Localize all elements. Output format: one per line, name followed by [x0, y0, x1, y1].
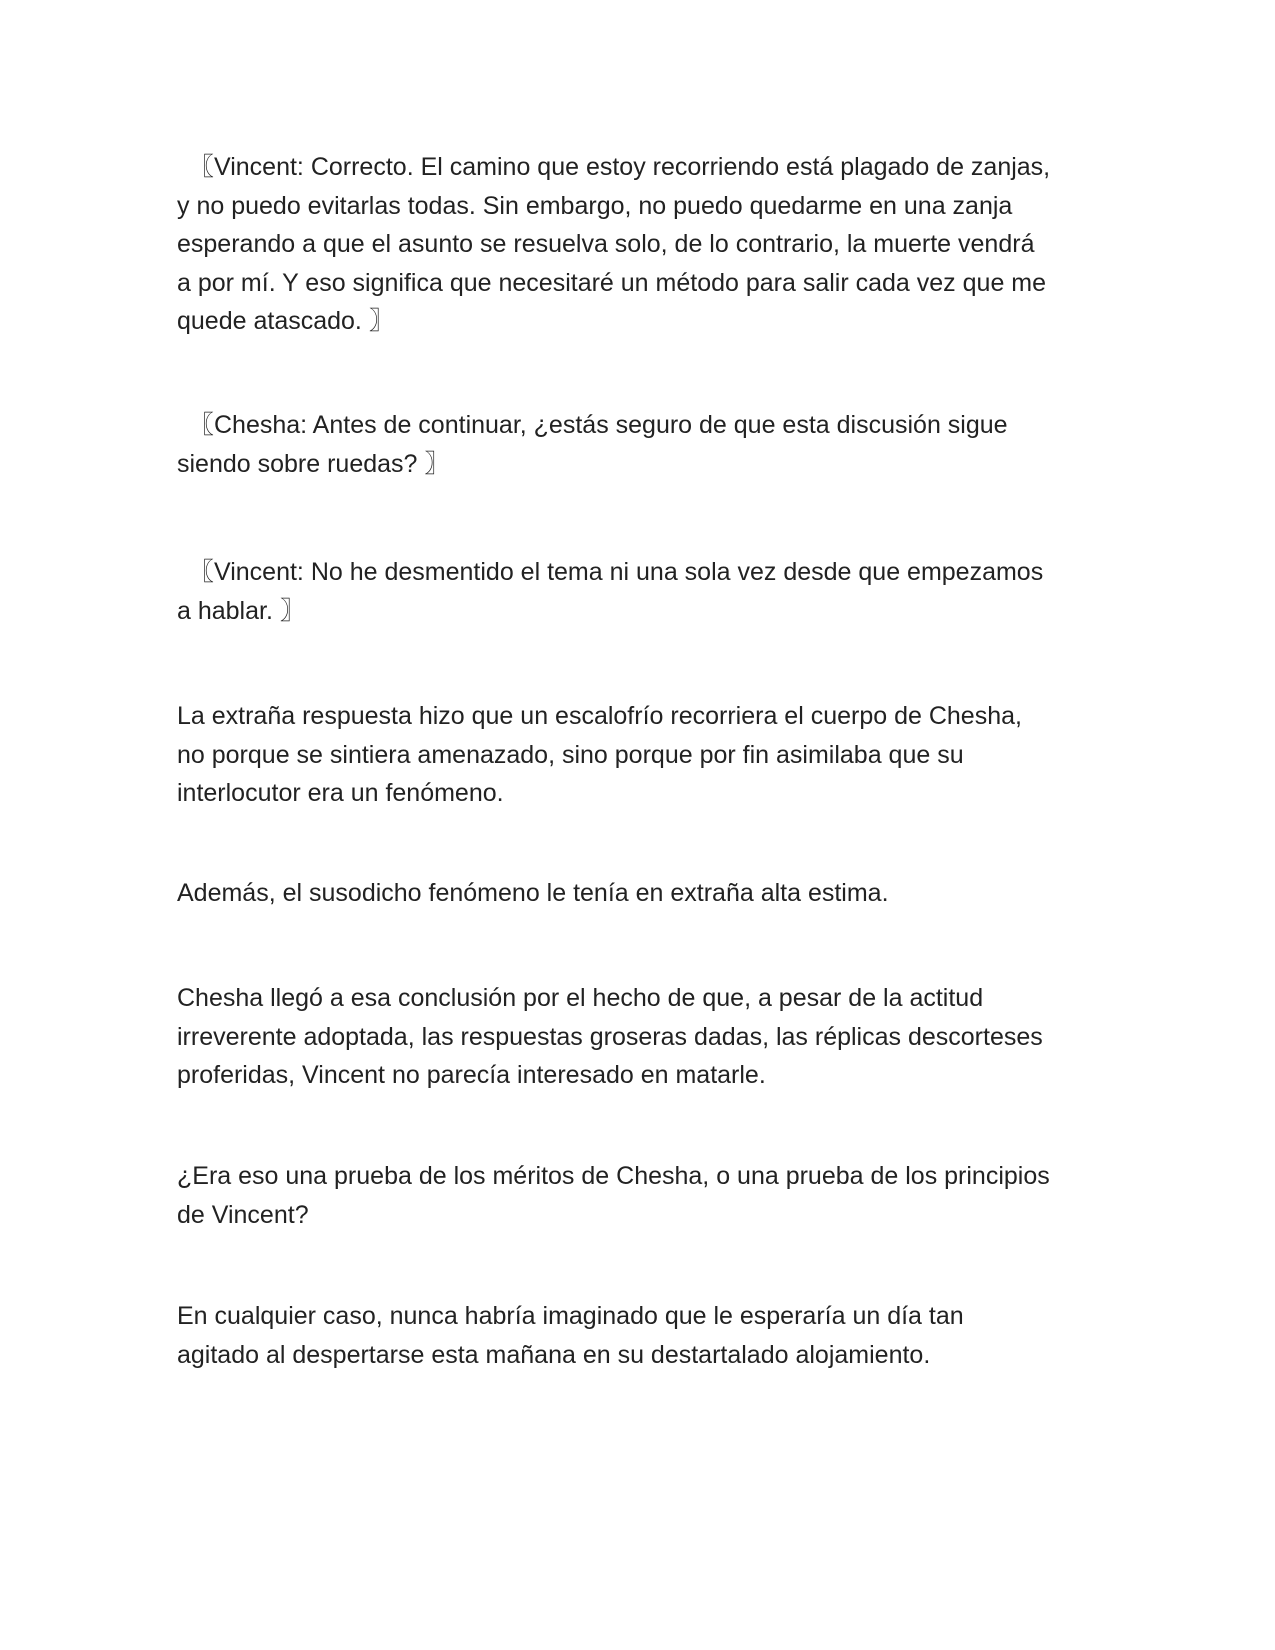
text-line: 〖Vincent: Correcto. El camino que estoy recorriendo está plagado de zanjas, [189, 153, 1051, 181]
text-line: 〖Vincent: No he desmentido el tema ni una sola vez desde que empezamos [189, 558, 1044, 586]
dialogue-vincent-2 [177, 553, 1117, 630]
text-line: de Vincent? [177, 1200, 309, 1229]
text-line: esperando a que el asunto se resuelva solo, de lo contrario, la muerte vendrá [177, 230, 1035, 258]
text-line: a hablar. 〗 [177, 596, 305, 625]
text-line: a por mí. Y eso significa que necesitaré un método para salir cada vez que me [177, 268, 1047, 297]
text-line: Chesha llegó a esa conclusión por el hecho de que, a pesar de la actitud [177, 984, 984, 1012]
text-line: ¿Era eso una prueba de los méritos de Chesha, o una prueba de los principios [177, 1162, 1050, 1190]
text-line: En cualquier caso, nunca habría imaginado que le esperaría un día tan [177, 1302, 964, 1330]
text-line: quede atascado. 〗 [177, 307, 394, 335]
dialogue-chesha-1 [177, 406, 1117, 483]
text-line: La extraña respuesta hizo que un escalofrío recorriera el cuerpo de Chesha, [177, 702, 1022, 730]
narration-paragraph-4 [177, 1157, 1117, 1234]
text-line: no porque se sintiera amenazado, sino porque por fin asimilaba que su [177, 740, 964, 769]
text-line: interlocutor era un fenómeno. [177, 779, 504, 807]
text-line: agitado al despertarse esta mañana en su destartalado alojamiento. [177, 1340, 931, 1369]
narration-paragraph-5 [177, 1297, 1117, 1374]
text-line: y no puedo evitarlas todas. Sin embargo, no puedo quedarme en una zanja [177, 191, 1013, 220]
text-line: proferidas, Vincent no parecía interesado en matarle. [177, 1061, 766, 1089]
narration-paragraph-2 [177, 874, 1117, 913]
narration-paragraph-1 [177, 697, 1117, 813]
narration-paragraph-3 [177, 979, 1117, 1095]
text-line: irreverente adoptada, las respuestas groseras dadas, las réplicas descorteses [177, 1022, 1043, 1051]
dialogue-vincent-1 [177, 148, 1117, 341]
text-line: 〖Chesha: Antes de continuar, ¿estás seguro de que esta discusión sigue [189, 411, 1008, 439]
text-line: Además, el susodicho fenómeno le tenía en extraña alta estima. [177, 879, 889, 907]
text-line: siendo sobre ruedas? 〗 [177, 449, 450, 478]
